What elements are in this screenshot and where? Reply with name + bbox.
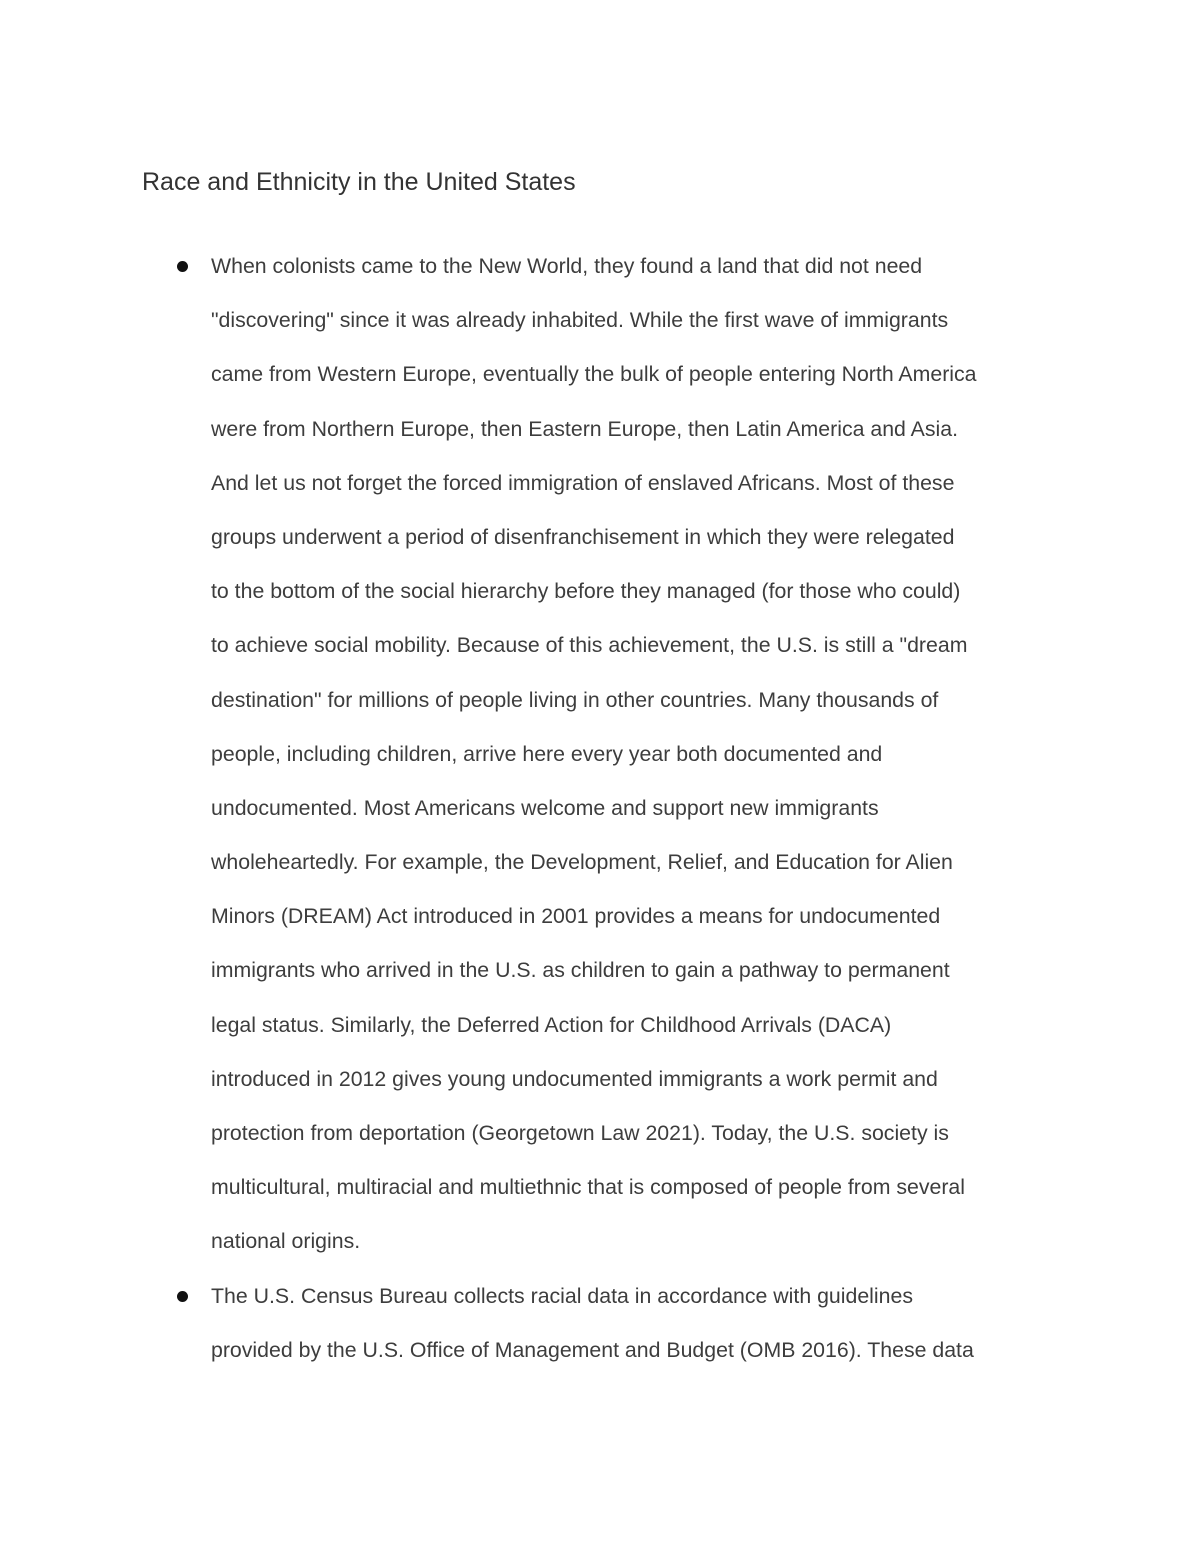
paragraph-line: people, including children, arrive here every year both documented and <box>211 741 883 766</box>
paragraph-line: to achieve social mobility. Because of this achievement, the U.S. is still a "dream <box>211 633 968 658</box>
paragraph-line: were from Northern Europe, then Eastern Europe, then Latin America and Asia. <box>211 416 958 441</box>
paragraph-line: groups underwent a period of disenfranchisement in which they were relegated <box>211 524 955 549</box>
bullet-item-census <box>0 1269 1200 1377</box>
paragraph-line: The U.S. Census Bureau collects racial data in accordance with guidelines <box>211 1283 913 1308</box>
paragraph-line: came from Western Europe, eventually the bulk of people entering North America <box>211 362 977 387</box>
paragraph-line: When colonists came to the New World, they found a land that did not need <box>211 254 923 278</box>
paragraph-line: introduced in 2012 gives young undocumented immigrants a work permit and <box>211 1066 938 1091</box>
paragraph-line: Minors (DREAM) Act introduced in 2001 provides a means for undocumented <box>211 904 941 929</box>
paragraph-line: legal status. Similarly, the Deferred Action for Childhood Arrivals (DACA) <box>211 1012 892 1037</box>
paragraph-line: national origins. <box>211 1229 361 1254</box>
bullet-dot-icon <box>177 261 188 272</box>
paragraph-line: And let us not forget the forced immigration of enslaved Africans. Most of these <box>211 470 955 495</box>
paragraph-line: wholeheartedly. For example, the Development, Relief, and Education for Alien <box>211 850 953 875</box>
paragraph-line: protection from deportation (Georgetown Law 2021). Today, the U.S. society is <box>211 1121 949 1145</box>
bullet-list <box>0 239 1200 1377</box>
paragraph-line: to the bottom of the social hierarchy before they managed (for those who could) <box>211 579 961 604</box>
document-title: Race and Ethnicity in the United States <box>142 168 576 196</box>
bullet-dot-icon <box>177 1291 188 1302</box>
paragraph-line: destination" for millions of people living in other countries. Many thousands of <box>211 687 939 712</box>
paragraph-line: provided by the U.S. Office of Management and Budget (OMB 2016). These data <box>211 1337 974 1362</box>
bullet-item-colonists <box>0 239 1200 1269</box>
paragraph-line: immigrants who arrived in the U.S. as children to gain a pathway to permanent <box>211 958 950 983</box>
paragraph-line: "discovering" since it was already inhabited. While the first wave of immigrants <box>211 308 949 333</box>
paragraph-line: undocumented. Most Americans welcome and support new immigrants <box>211 795 879 820</box>
paragraph-line: multicultural, multiracial and multiethnic that is composed of people from several <box>211 1175 966 1200</box>
